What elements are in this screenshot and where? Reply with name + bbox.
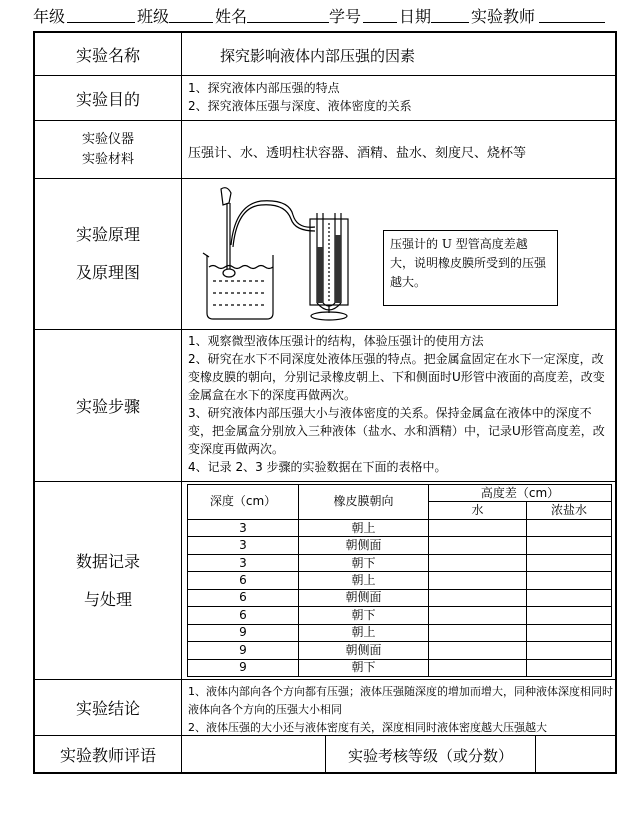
- direction-cell: 朝下: [299, 554, 429, 571]
- principle-label: [35, 179, 181, 329]
- steps-label: 实验步骤: [75, 397, 140, 416]
- conclusion-list: [188, 683, 615, 737]
- data-label: [35, 482, 181, 679]
- water-cell[interactable]: [429, 624, 527, 641]
- direction-cell: 朝上: [299, 624, 429, 641]
- direction-cell: 朝上: [299, 572, 429, 589]
- salt-cell[interactable]: [527, 607, 612, 624]
- depth-cell: 6: [188, 589, 299, 606]
- salt-cell[interactable]: [527, 642, 612, 659]
- depth-cell: 9: [188, 624, 299, 641]
- depth-cell: 9: [188, 642, 299, 659]
- salt-cell[interactable]: [527, 572, 612, 589]
- table-row: [188, 519, 612, 536]
- depth-cell: 3: [188, 537, 299, 554]
- table-row: [188, 537, 612, 554]
- column-header-height-diff: 高度差（cm）: [429, 485, 612, 502]
- principle-label-line: 实验原理: [75, 225, 140, 244]
- water-cell[interactable]: [429, 554, 527, 571]
- teacher-label: 实验教师: [471, 7, 536, 26]
- salt-cell[interactable]: [527, 554, 612, 571]
- column-header-salt-water: 浓盐水: [527, 502, 612, 519]
- principle-label-line: 及原理图: [75, 263, 140, 282]
- step-item: 2、研究在水下不同深度处液体压强的特点。把金属盒固定在水下一定深度，改变橡皮膜的朝向，分别记录橡皮朝上、下和侧面时U形管中液面的高度差，改变金属盒在水下的深度再做两次。: [188, 352, 605, 402]
- purpose-item: 1、探究液体内部压强的特点: [188, 81, 340, 95]
- data-label-line: 数据记录: [75, 551, 140, 571]
- table-row: [188, 659, 612, 676]
- salt-cell[interactable]: [527, 624, 612, 641]
- salt-cell[interactable]: [527, 659, 612, 676]
- purpose-list: [188, 79, 412, 115]
- date-label: 日期: [399, 7, 432, 26]
- purpose-label: 实验目的: [75, 89, 140, 109]
- steps-list: [188, 332, 613, 476]
- purpose-item: 2、探究液体压强与深度、液体密度的关系: [188, 99, 412, 113]
- conclusion-label: 实验结论: [75, 699, 140, 718]
- step-item: 1、观察微型液体压强计的结构，体验压强计的使用方法: [188, 334, 484, 348]
- column-divider: [181, 33, 182, 772]
- salt-cell[interactable]: [527, 519, 612, 536]
- water-cell[interactable]: [429, 642, 527, 659]
- column-header-direction: 橡皮膜朝向: [299, 485, 429, 520]
- water-cell[interactable]: [429, 537, 527, 554]
- depth-cell: 9: [188, 659, 299, 676]
- name-label: 姓名: [215, 7, 248, 26]
- table-row: [188, 624, 612, 641]
- principle-note: 压强计的 U 型管高度差越大，说明橡皮膜所受到的压强越大。: [383, 230, 558, 306]
- direction-cell: 朝侧面: [299, 589, 429, 606]
- column-header-water: 水: [429, 502, 527, 519]
- class-blank[interactable]: [169, 22, 213, 23]
- table-row: [188, 554, 612, 571]
- teacher-blank[interactable]: [539, 22, 605, 23]
- conclusion-item: 1、液体内部向各个方向都有压强；液体压强随深度的增加而增大，同种液体深度相同时液体向各个方向的压强大小相同: [188, 685, 613, 716]
- salt-cell[interactable]: [527, 589, 612, 606]
- form-header: [33, 2, 633, 26]
- salt-cell[interactable]: [527, 537, 612, 554]
- water-cell[interactable]: [429, 589, 527, 606]
- water-cell[interactable]: [429, 519, 527, 536]
- water-cell[interactable]: [429, 572, 527, 589]
- grade-blank[interactable]: [67, 22, 135, 23]
- step-item: 4、记录 2、3 步骤的实验数据在下面的表格中。: [188, 460, 447, 474]
- depth-cell: 3: [188, 519, 299, 536]
- water-cell[interactable]: [429, 659, 527, 676]
- equipment-label: [35, 121, 181, 178]
- assessment-grade-label: 实验考核等级（或分数）: [347, 747, 513, 765]
- experiment-name-label: 实验名称: [75, 45, 140, 65]
- student-id-label: 学号: [329, 7, 362, 26]
- experiment-name-value: 探究影响液体内部压强的因素: [220, 47, 416, 65]
- name-blank[interactable]: [247, 22, 329, 23]
- depth-cell: 3: [188, 554, 299, 571]
- teacher-comment-label: 实验教师评语: [59, 745, 156, 765]
- teacher-comment-field[interactable]: [182, 736, 325, 772]
- table-header-row: [188, 485, 612, 502]
- equipment-label-line: 实验材料: [81, 151, 134, 167]
- table-row: [188, 589, 612, 606]
- table-row: [188, 607, 612, 624]
- date-blank[interactable]: [431, 22, 469, 23]
- step-item: 3、研究液体内部压强大小与液体密度的关系。保持金属盒在液体中的深度不变，把金属盒分别放入三种液体（盐水、水和酒精）中，记录U形管高度差，改变深度再做两次。: [188, 406, 605, 456]
- student-id-blank[interactable]: [363, 22, 397, 23]
- data-label-line: 与处理: [83, 589, 132, 609]
- equipment-label-line: 实验仪器: [81, 131, 134, 147]
- direction-cell: 朝上: [299, 519, 429, 536]
- direction-cell: 朝侧面: [299, 642, 429, 659]
- grade-label: 年级: [33, 7, 66, 26]
- depth-cell: 6: [188, 607, 299, 624]
- class-label: 班级: [137, 7, 170, 26]
- assessment-grade-field[interactable]: [536, 736, 615, 772]
- depth-cell: 6: [188, 572, 299, 589]
- direction-cell: 朝下: [299, 607, 429, 624]
- conclusion-item: 2、液体压强的大小还与液体密度有关，深度相同时液体密度越大压强越大: [188, 721, 547, 734]
- table-row: [188, 642, 612, 659]
- water-cell[interactable]: [429, 607, 527, 624]
- direction-cell: 朝侧面: [299, 537, 429, 554]
- direction-cell: 朝下: [299, 659, 429, 676]
- data-table: [187, 484, 612, 677]
- table-row: [188, 572, 612, 589]
- column-header-depth: 深度（cm）: [188, 485, 299, 520]
- pressure-gauge-diagram: [193, 185, 373, 323]
- equipment-value: 压强计、水、透明柱状容器、酒精、盐水、刻度尺、烧杯等: [188, 146, 527, 161]
